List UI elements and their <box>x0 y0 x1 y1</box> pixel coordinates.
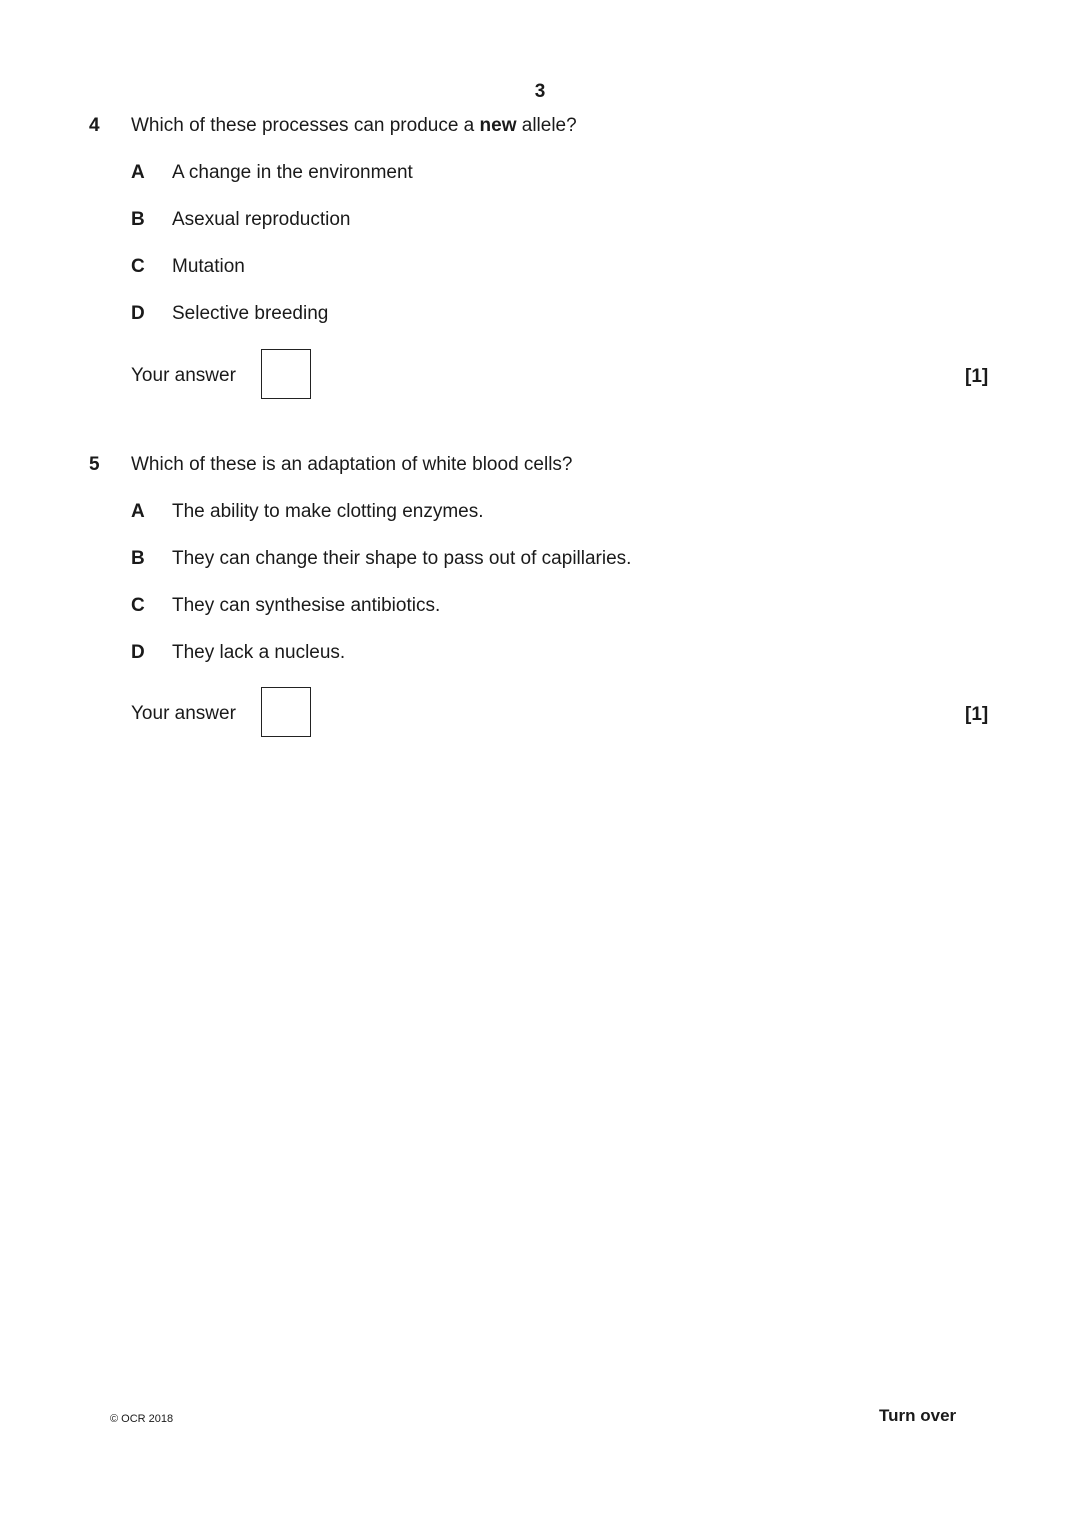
marks-label: [1] <box>965 366 989 387</box>
option-letter: A <box>131 162 145 183</box>
question-stem <box>131 454 573 476</box>
option-letter: C <box>131 595 145 616</box>
option-text: A change in the environment <box>172 162 413 183</box>
option-letter: B <box>131 209 145 230</box>
question-number: 4 <box>89 115 100 136</box>
stem-text-before: Which of these is an adaptation of white blood cells? <box>131 454 573 475</box>
option-letter: D <box>131 642 145 663</box>
answer-label: Your answer <box>131 703 236 724</box>
question-stem <box>131 115 577 137</box>
answer-box[interactable] <box>261 349 311 399</box>
option-letter: A <box>131 501 145 522</box>
option-text: The ability to make clotting enzymes. <box>172 501 484 522</box>
option-text: Selective breeding <box>172 303 329 324</box>
option-letter: D <box>131 303 145 324</box>
option-letter: C <box>131 256 145 277</box>
question-number: 5 <box>89 454 100 475</box>
option-letter: B <box>131 548 145 569</box>
option-text: They can synthesise antibiotics. <box>172 595 441 616</box>
turn-over-label: Turn over <box>879 1406 957 1425</box>
option-text: Asexual reproduction <box>172 209 351 230</box>
option-text: They can change their shape to pass out of capillaries. <box>172 548 632 569</box>
page-number: 3 <box>534 81 546 102</box>
answer-label: Your answer <box>131 365 236 386</box>
stem-text-after: allele? <box>516 115 577 136</box>
option-text: Mutation <box>172 256 245 277</box>
copyright: © OCR 2018 <box>110 1413 174 1425</box>
marks-label: [1] <box>965 704 989 725</box>
option-text: They lack a nucleus. <box>172 642 346 663</box>
stem-text-before: Which of these processes can produce a <box>131 115 480 136</box>
stem-emphasis: new <box>479 115 517 136</box>
answer-box[interactable] <box>261 687 311 737</box>
